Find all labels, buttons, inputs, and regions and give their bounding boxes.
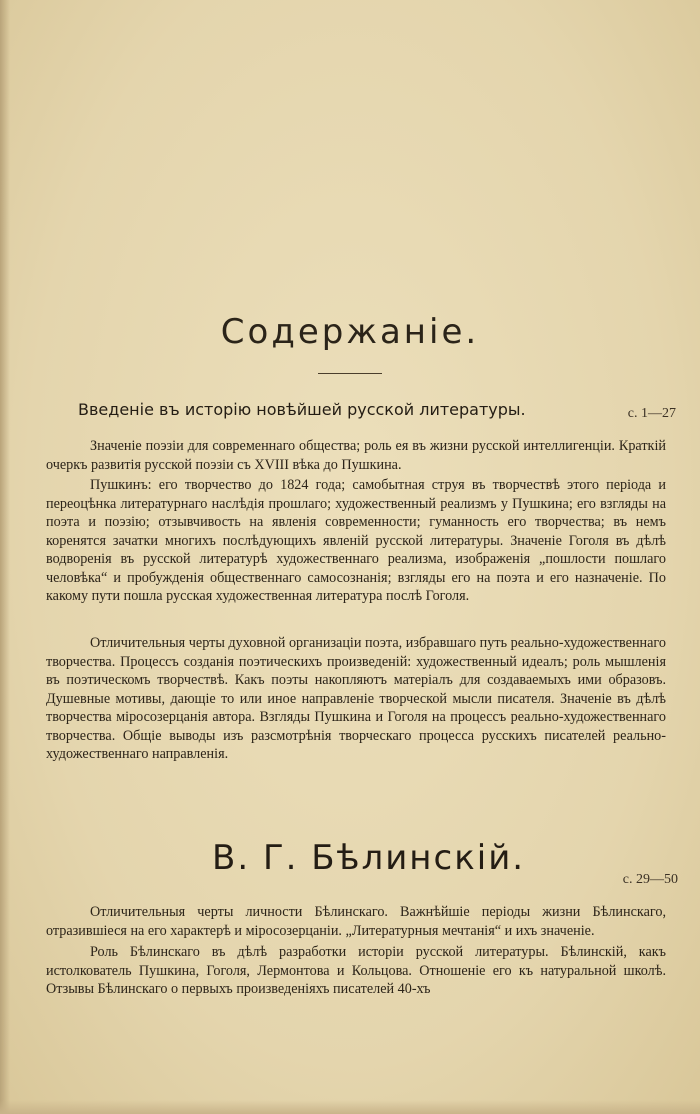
paragraph: Значеніе поэзіи для современнаго общества; роль ея въ жизни русской интеллигенціи. Краткій очеркъ развитія русской поэзіи съ XVIII вѣка до Пушкина.	[46, 438, 666, 473]
page-edge-shadow	[0, 0, 10, 1114]
page-range: с. 1—27	[627, 406, 676, 421]
paragraph: Отличительныя черты духовной организаціи поэта, избравшаго путь реально-художественнаго творчества. Процессъ созданія поэтическихъ произведеній: художественный идеалъ; роль мышленія въ поэтическомъ творчествѣ. Какъ поэты накопляютъ матеріалъ для создаваемыхъ ими образовъ. Душевные мотивы, дающіе то или иное направленіе творческой мысли писателя. Значеніе въ дѣлѣ творчества міросозерцанія автора. Взгляды Пушкина и Гоголя на процессъ реально-художественнаго творчества. Общіе выводы изъ разсмотрѣнія творческаго процесса русскихъ писателей реально-художественнаго направленія.	[46, 635, 666, 762]
paragraph: Роль Бѣлинскаго въ дѣлѣ разработки исторіи русской литературы. Бѣлинскій, какъ истолкователь Пушкина, Гоголя, Лермонтова и Кольцова. Отношеніе его къ натуральной школѣ. Отзывы Бѣлинскаго о первыхъ произведеніяхъ писателей 40-хъ	[46, 944, 666, 997]
page-bottom-shadow	[0, 1100, 700, 1114]
page-range: с. 29—50	[622, 872, 678, 887]
paragraph: Пушкинъ: его творчество до 1824 года; самобытная струя въ творчествѣ этого періода и переоцѣнка литературнаго наслѣдія прошлаго; художественный реализмъ у Пушкина; его взгляды на поэта и поэзію; отзывчивость на явленія современности; гуманность его творчества; въ немъ коренятся зачатки многихъ послѣдующихъ явленій русской литературы. Значеніе Гоголя въ дѣлѣ водворенія въ русской литературѣ художественнаго реализма, изображенія „пошлости пошлаго человѣка“ и пробужденія общественнаго самосознанія; взгляды его на поэта и его назначеніе. По какому пути пошла русская художественная литература послѣ Гоголя.	[46, 477, 666, 604]
page-title: Содержаніе.	[220, 312, 480, 352]
section-heading-introduction	[78, 400, 678, 420]
section-heading-belinsky: В. Г. Бѣлинскій.	[212, 838, 526, 878]
paragraph: Отличительныя черты личности Бѣлинскаго. Важнѣйшіе періоды жизни Бѣлинскаго, отразившіеся на его характерѣ и міросозерцаніи. „Литературныя мечтанія“ и ихъ значеніе.	[46, 904, 666, 939]
title-divider	[318, 373, 382, 374]
section-title: Введеніе въ исторію новѣйшей русской литературы.	[78, 400, 526, 419]
